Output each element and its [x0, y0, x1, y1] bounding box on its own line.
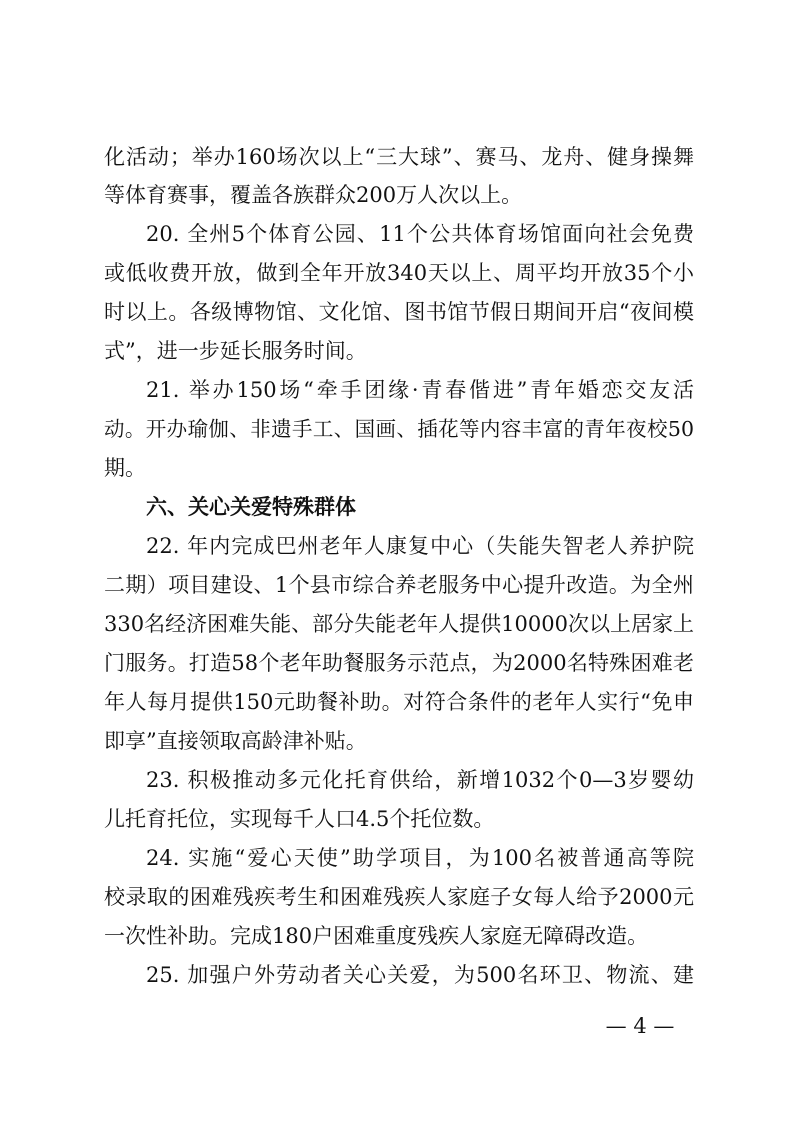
- paragraph-line: 年人每月提供150元助餐补助。对符合条件的老年人实行“免申: [104, 690, 694, 714]
- paragraph-line: 期。: [104, 456, 146, 480]
- paragraph-line: 动。开办瑜伽、非遗手工、国画、插花等内容丰富的青年夜校50: [104, 417, 694, 441]
- paragraph-line: 或低收费开放，做到全年开放340天以上、周平均开放35个小: [104, 261, 694, 285]
- paragraph-line: 校录取的困难残疾考生和困难残疾人家庭子女每人给予2000元: [104, 885, 694, 909]
- paragraph-line: 等体育赛事，覆盖各族群众200万人次以上。: [104, 183, 523, 207]
- paragraph-line: 门服务。打造58个老年助餐服务示范点，为2000名特殊困难老: [104, 651, 694, 675]
- paragraph-line: 24. 实施“爱心天使”助学项目，为100名被普通高等院: [146, 846, 694, 870]
- paragraph-line: 儿托育托位，实现每千人口4.5个托位数。: [104, 807, 495, 831]
- page-number: — 4 —: [605, 1014, 675, 1038]
- paragraph-line: 330名经济困难失能、部分失能老年人提供10000次以上居家上: [104, 612, 694, 636]
- paragraph-line: 21. 举办150场“牵手团缘·青春偕进”青年婚恋交友活: [146, 378, 694, 402]
- paragraph-line: 22. 年内完成巴州老年人康复中心（失能失智老人养护院: [146, 534, 694, 558]
- paragraph-line: 23. 积极推动多元化托育供给，新增1032个0—3岁婴幼: [146, 768, 694, 792]
- paragraph-line: 式”，进一步延长服务时间。: [104, 339, 367, 363]
- paragraph-line: 25. 加强户外劳动者关心关爱，为500名环卫、物流、建: [146, 963, 694, 987]
- section-heading: 六、关心关爱特殊群体: [146, 495, 356, 519]
- paragraph-line: 即享”直接领取高龄津补贴。: [104, 729, 367, 753]
- paragraph-line: 化活动；举办160场次以上“三大球”、赛马、龙舟、健身操舞: [104, 145, 694, 169]
- paragraph-line: 20. 全州5个体育公园、11个公共体育场馆面向社会免费: [146, 222, 694, 246]
- paragraph-line: 二期）项目建设、1个县市综合养老服务中心提升改造。为全州: [104, 573, 694, 597]
- paragraph-line: 一次性补助。完成180户困难重度残疾人家庭无障碍改造。: [104, 924, 649, 948]
- paragraph-line: 时以上。各级博物馆、文化馆、图书馆节假日期间开启“夜间模: [104, 300, 694, 324]
